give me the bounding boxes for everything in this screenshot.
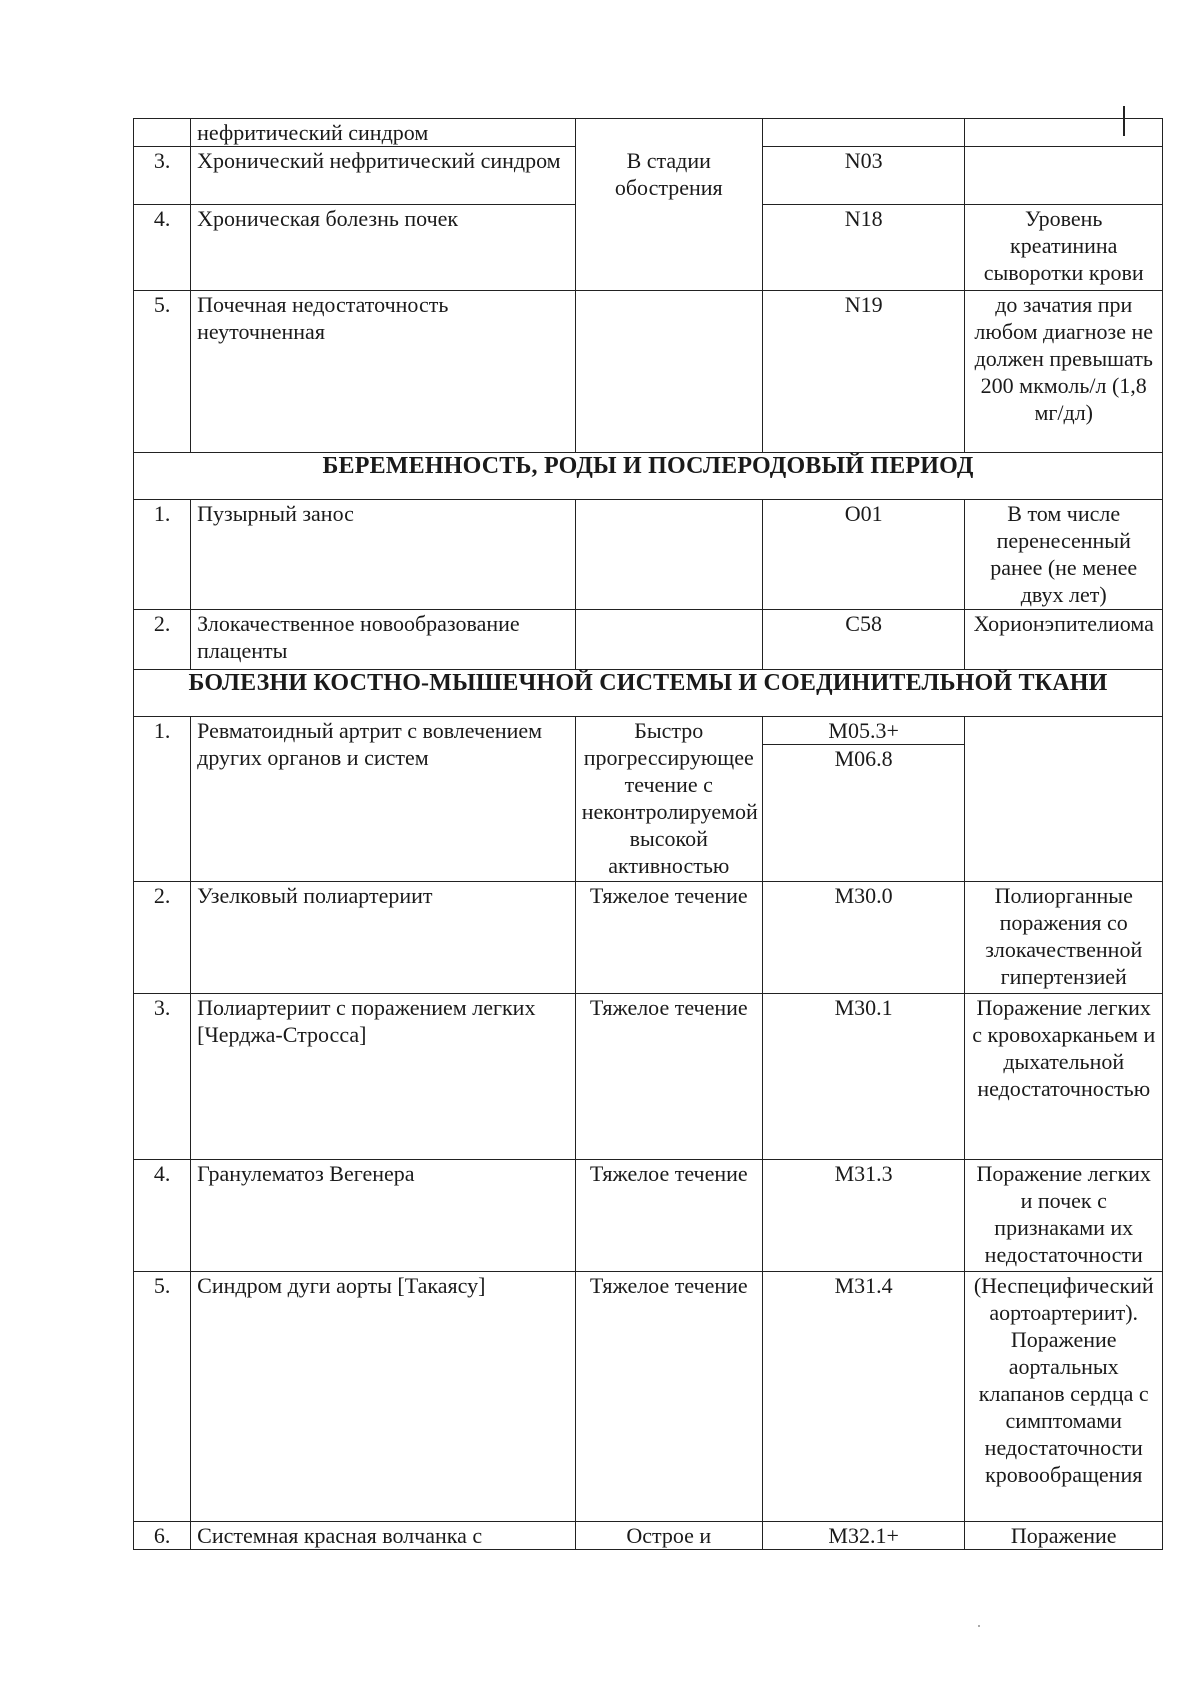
note-cell: до зачатия при любом диагнозе не должен превышать 200 мкмоль/л (1,8 мг/дл) <box>965 291 1163 453</box>
diagnosis-name: Хроническая болезнь почек <box>191 205 576 291</box>
note-cell: Полиорганные поражения со злокачественной гипертензией <box>965 882 1163 994</box>
table-row <box>134 1522 1163 1550</box>
table-row <box>134 882 1163 994</box>
row-number: 4. <box>134 1160 191 1272</box>
diagnosis-name: Ревматоидный артрит с вовлечением других органов и систем <box>191 717 576 882</box>
course-cell: Тяжелое течение <box>575 994 762 1160</box>
row-number: 2. <box>134 610 191 670</box>
course-cell: Тяжелое течение <box>575 1272 762 1522</box>
row-number: 6. <box>134 1522 191 1550</box>
row-number: 1. <box>134 500 191 610</box>
icd-code: N03 <box>762 147 965 205</box>
row-number: 3. <box>134 994 191 1160</box>
row-number: 2. <box>134 882 191 994</box>
row-number: 5. <box>134 291 191 453</box>
table-row <box>134 1160 1163 1272</box>
section-heading: БЕРЕМЕННОСТЬ, РОДЫ И ПОСЛЕРОДОВЫЙ ПЕРИОД <box>134 453 1163 500</box>
icd-code: N19 <box>762 291 965 453</box>
note-cell: Поражение легких с кровохарканьем и дыхательной недостаточностью <box>965 994 1163 1160</box>
section-heading: БОЛЕЗНИ КОСТНО-МЫШЕЧНОЙ СИСТЕМЫ И СОЕДИНИТЕЛЬНОЙ ТКАНИ <box>134 670 1163 717</box>
icd-code: N18 <box>762 205 965 291</box>
note-cell: (Неспецифический аортоартериит). Поражение аортальных клапанов сердца с симптомами недостаточности кровообращения <box>965 1272 1163 1522</box>
note-cell <box>965 119 1163 147</box>
diagnosis-name: Злокачественное новообразование плаценты <box>191 610 576 670</box>
row-number: 3. <box>134 147 191 205</box>
course-cell: Острое и <box>575 1522 762 1550</box>
note-cell: Поражение <box>965 1522 1163 1550</box>
icd-code-cell <box>762 717 965 882</box>
diagnosis-name: Системная красная волчанка с <box>191 1522 576 1550</box>
course-text: В стадии обострения <box>614 148 723 200</box>
table-row <box>134 610 1163 670</box>
course-cell <box>575 500 762 610</box>
icd-code: M32.1+ <box>762 1522 965 1550</box>
table-row <box>134 994 1163 1160</box>
row-number: 1. <box>134 717 191 882</box>
row-number <box>134 119 191 147</box>
note-cell <box>965 147 1163 205</box>
course-cell: Быстро прогрессирующее течение с неконтролируемой высокой активностью <box>575 717 762 882</box>
diagnosis-name: Полиартериит с поражением легких [Черджа-Стросса] <box>191 994 576 1160</box>
diagnosis-name: нефритический синдром <box>191 119 576 147</box>
icd-code: O01 <box>762 500 965 610</box>
course-cell: Тяжелое течение <box>575 1160 762 1272</box>
course-cell: Тяжелое течение <box>575 882 762 994</box>
table-row <box>134 500 1163 610</box>
note-cell: В том числе перенесенный ранее (не менее двух лет) <box>965 500 1163 610</box>
note-cell: Поражение легких и почек с признаками их недостаточности <box>965 1160 1163 1272</box>
table-row <box>134 119 1163 147</box>
diagnosis-name: Узелковый полиартериит <box>191 882 576 994</box>
icd-code: M05.3+ <box>763 717 965 745</box>
section-row <box>134 453 1163 500</box>
icd-code <box>762 119 965 147</box>
table-row <box>134 1272 1163 1522</box>
contraindications-table <box>133 118 1163 1550</box>
note-cell: Хорионэпителиома <box>965 610 1163 670</box>
table-row <box>134 717 1163 882</box>
diagnosis-name: Гранулематоз Вегенера <box>191 1160 576 1272</box>
diagnosis-name: Пузырный занос <box>191 500 576 610</box>
section-row <box>134 670 1163 717</box>
course-cell <box>575 291 762 453</box>
note-cell <box>965 717 1163 882</box>
icd-code: M30.1 <box>762 994 965 1160</box>
row-number: 5. <box>134 1272 191 1522</box>
note-cell: Уровень креатинина сыворотки крови <box>965 205 1163 291</box>
icd-code: M31.4 <box>762 1272 965 1522</box>
diagnosis-name: Хронический нефритический синдром <box>191 147 576 205</box>
course-cell <box>575 610 762 670</box>
diagnosis-name: Синдром дуги аорты [Такаясу] <box>191 1272 576 1522</box>
icd-code: M31.3 <box>762 1160 965 1272</box>
scan-speck <box>978 1625 980 1627</box>
icd-code: C58 <box>762 610 965 670</box>
row-number: 4. <box>134 205 191 291</box>
table-row <box>134 291 1163 453</box>
diagnosis-name: Почечная недостаточность неуточненная <box>191 291 576 453</box>
icd-code: M30.0 <box>762 882 965 994</box>
course-cell <box>575 119 762 291</box>
icd-code-secondary: M06.8 <box>834 746 893 771</box>
